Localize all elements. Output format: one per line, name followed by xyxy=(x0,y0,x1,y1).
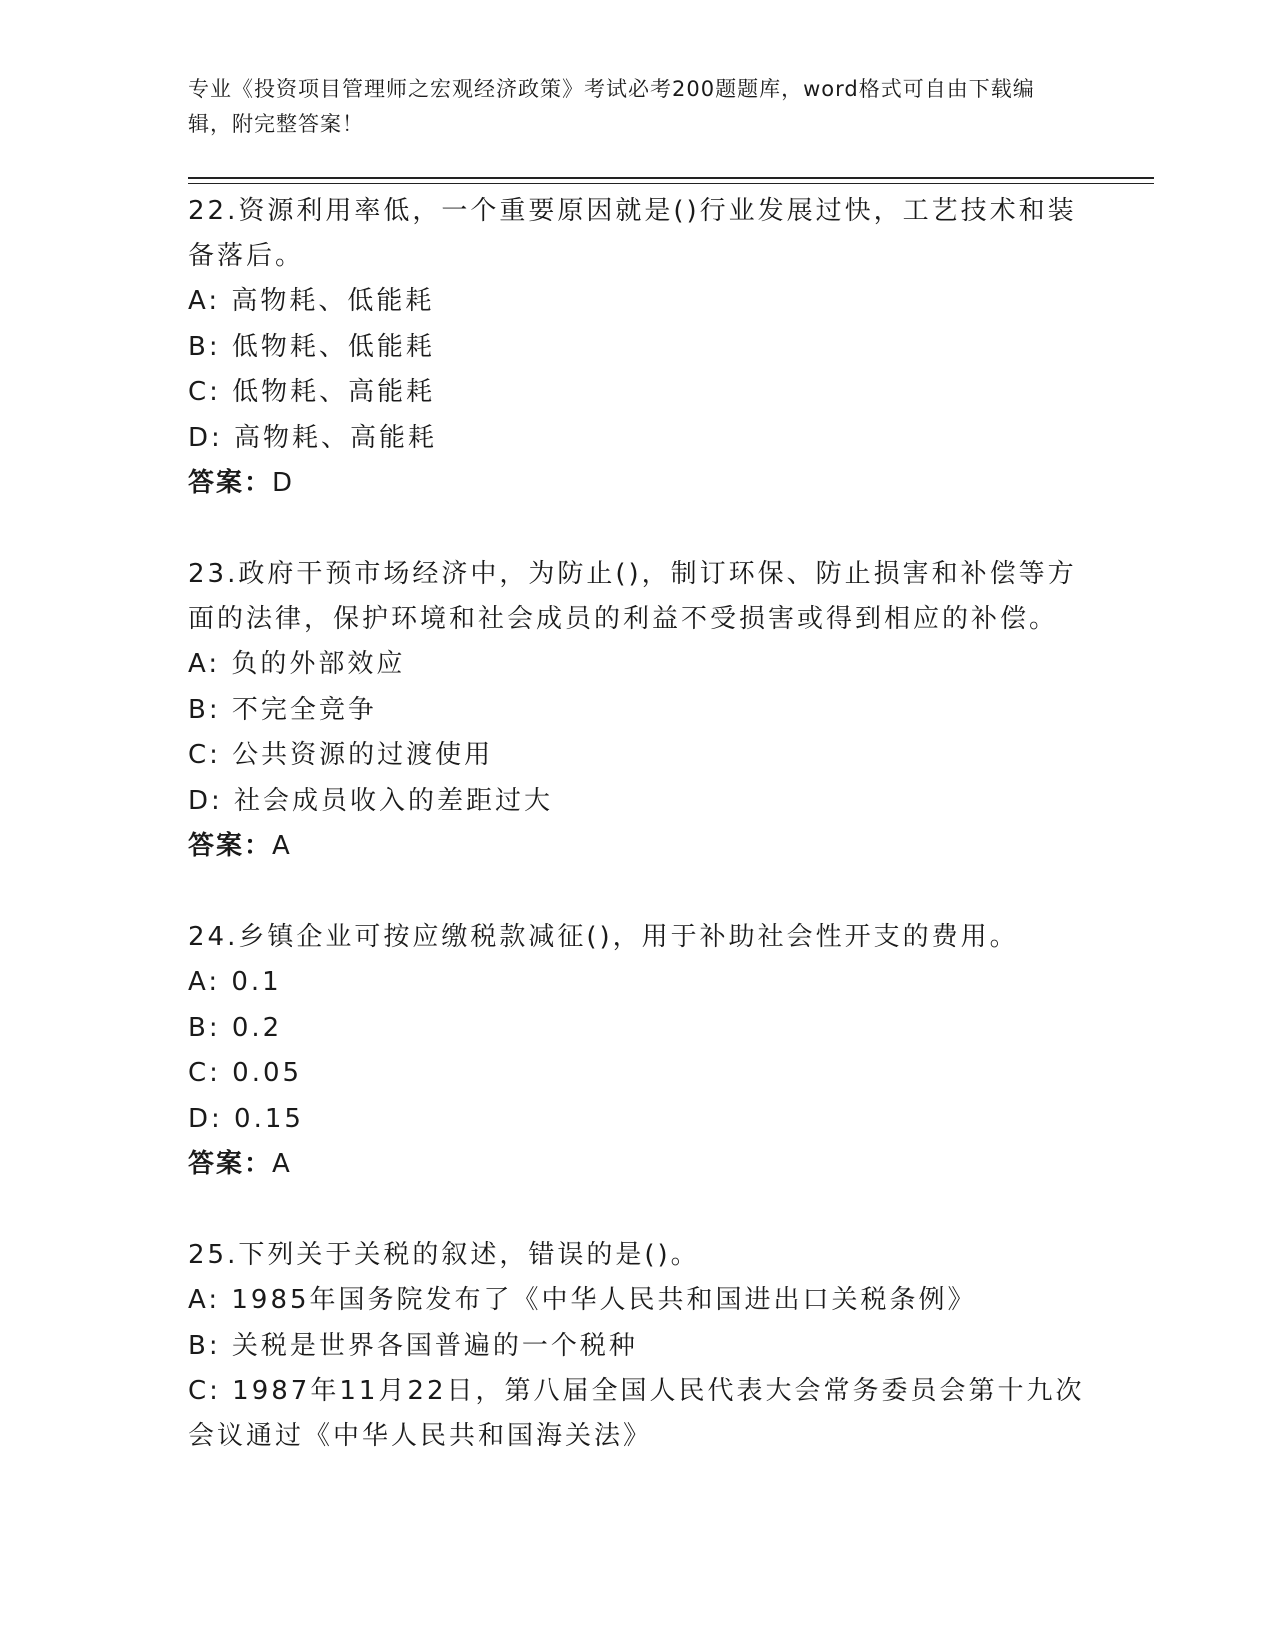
question-25 xyxy=(188,1233,1088,1459)
question-list xyxy=(188,189,1088,1505)
option-b: B: 0.2 xyxy=(188,1012,283,1043)
option-a: A: 1985年国务院发布了《中华人民共和国进出口关税条例》 xyxy=(188,1285,977,1315)
option-c: C: 0.05 xyxy=(188,1058,303,1088)
option-a: A: 0.1 xyxy=(188,967,282,997)
option-d: D: 0.15 xyxy=(188,1103,304,1134)
question-24 xyxy=(188,915,1088,1187)
question-23 xyxy=(188,552,1088,869)
question-stem: 24.乡镇企业可按应缴税款减征()，用于补助社会性开支的费用。 xyxy=(188,922,1019,952)
question-stem: 25.下列关于关税的叙述，错误的是()。 xyxy=(188,1240,700,1270)
answer-line xyxy=(188,461,1088,506)
option-b: B: 关税是世界各国普遍的一个税种 xyxy=(188,1330,638,1361)
answer-line xyxy=(188,1142,1088,1187)
option-a: A: 高物耗、低能耗 xyxy=(188,286,435,316)
question-stem: 23.政府干预市场经济中，为防止()，制订环保、防止损害和补偿等方面的法律，保护环境和社会成员的利益不受损害或得到相应的补偿。 xyxy=(188,559,1077,634)
header-divider-thick xyxy=(188,177,1154,179)
option-b: B: 不完全竞争 xyxy=(188,694,377,725)
answer-label: 答案： xyxy=(188,831,273,861)
answer-value: A xyxy=(272,1149,292,1179)
option-c: C: 1987年11月22日，第八届全国人民代表大会常务委员会第十九次会议通过《中华人民共和国海关法》 xyxy=(188,1376,1085,1451)
option-d: D: 高物耗、高能耗 xyxy=(188,422,438,453)
option-c: C: 公共资源的过渡使用 xyxy=(188,740,494,770)
answer-value: A xyxy=(272,831,292,861)
answer-label: 答案： xyxy=(188,468,273,498)
option-b: B: 低物耗、低能耗 xyxy=(188,331,435,362)
header-divider-thin xyxy=(188,183,1154,184)
option-d: D: 社会成员收入的差距过大 xyxy=(188,785,554,816)
answer-line xyxy=(188,824,1088,869)
document-header: 专业《投资项目管理师之宏观经济政策》考试必考200题题库，word格式可自由下载编辑，附完整答案！ xyxy=(188,77,1035,136)
question-stem: 22.资源利用率低，一个重要原因就是()行业发展过快，工艺技术和装备落后。 xyxy=(188,196,1077,271)
answer-label: 答案： xyxy=(188,1149,273,1179)
question-22 xyxy=(188,189,1088,506)
option-c: C: 低物耗、高能耗 xyxy=(188,377,436,407)
answer-value: D xyxy=(272,468,295,498)
option-a: A: 负的外部效应 xyxy=(188,649,406,679)
